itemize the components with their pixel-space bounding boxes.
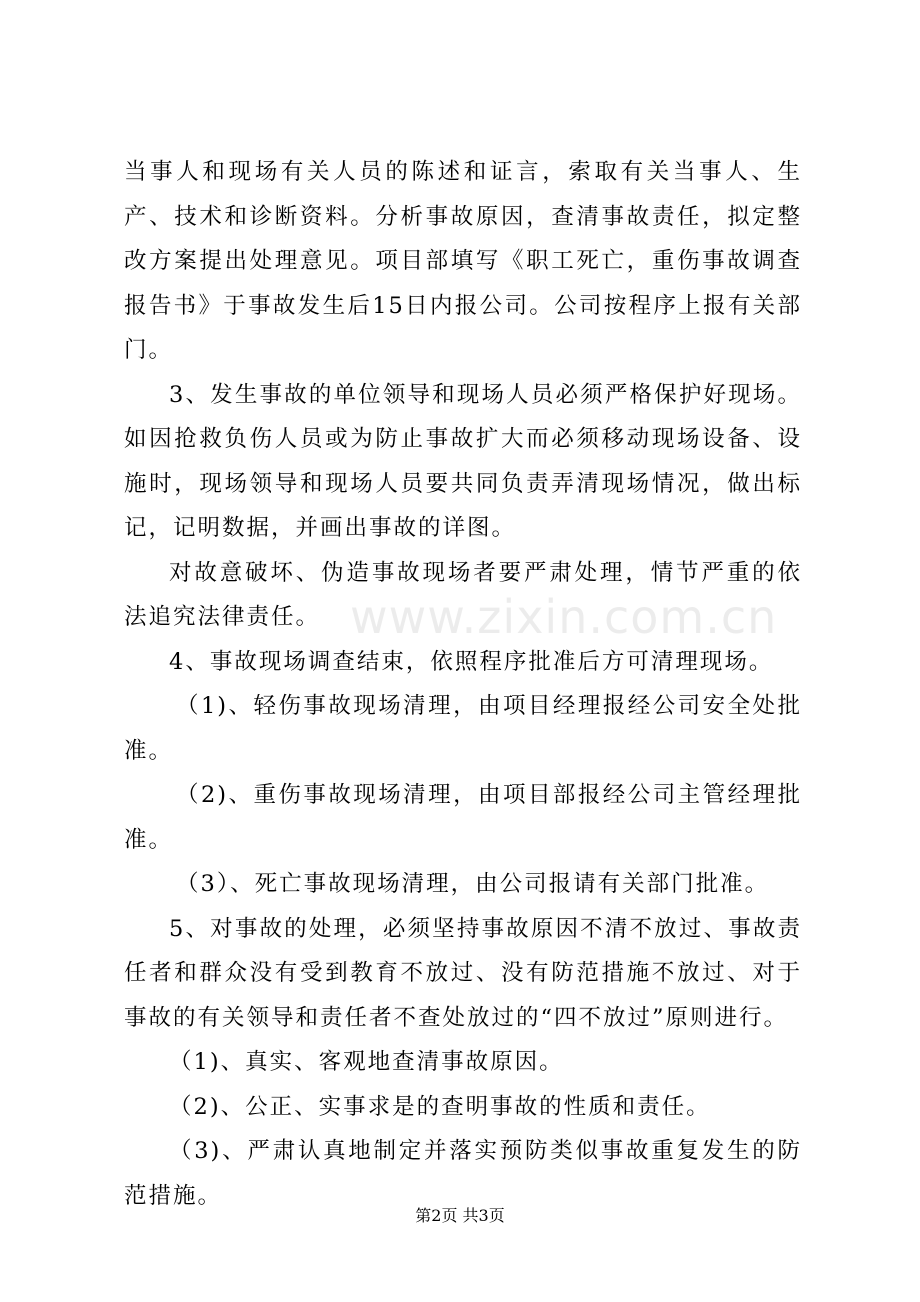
paragraph-7: （3）、死亡事故现场清理，由公司报请有关部门批准。 [176, 871, 770, 897]
paragraph-6: （2)、重伤事故现场清理，由项目部报经公司主管经理批准。 [124, 782, 802, 853]
paragraph-4: 4、事故现场调查结束，依照程序批准后方可清理现场。 [169, 648, 774, 675]
paragraph-10: （2)、公正、实事求是的查明事故的性质和责任。 [169, 1093, 711, 1120]
paragraph-5: （1)、轻伤事故现场清理，由项目经理报经公司安全处批准。 [124, 693, 802, 764]
paragraph-8: 5、对事故的处理，必须坚持事故原因不清不放过、事故责任者和群众没有受到教育不放过、没有防范措施不放过、对于事故的有关领导和责任者不查处放过的“四不放过”原则进行。 [124, 915, 802, 1031]
watermark: www.zixin.com.cn [350, 590, 778, 644]
paragraph-2: 3、发生事故的单位领导和现场人员必须严格保护好现场。如因抢救负伤人员或为防止事故扩大而必须移动现场设备、设施时，现场领导和现场人员要共同负责弄清现场情况，做出标记，记明数据，并画出事故的详图。 [124, 381, 802, 541]
page-footer: 第2页 共3页 [415, 1206, 505, 1225]
paragraph-1: 当事人和现场有关人员的陈述和证言，索取有关当事人、生产、技术和诊断资料。分析事故原因，查清事故责任，拟定整改方案提出处理意见。项目部填写《职工死亡，重伤事故调查报告书》于事故发生后15日内报公司。公司按程序上报有关部门。 [124, 159, 802, 363]
paragraph-11: （3)、严肃认真地制定并落实预防类似事故重复发生的防范措施。 [124, 1138, 802, 1209]
paragraph-3: 对故意破坏、伪造事故现场者要严肃处理，情节严重的依法追究法律责任。 [124, 559, 802, 630]
document-body [124, 150, 802, 1218]
paragraph-9: （1)、真实、客观地查清事故原因。 [169, 1049, 564, 1075]
